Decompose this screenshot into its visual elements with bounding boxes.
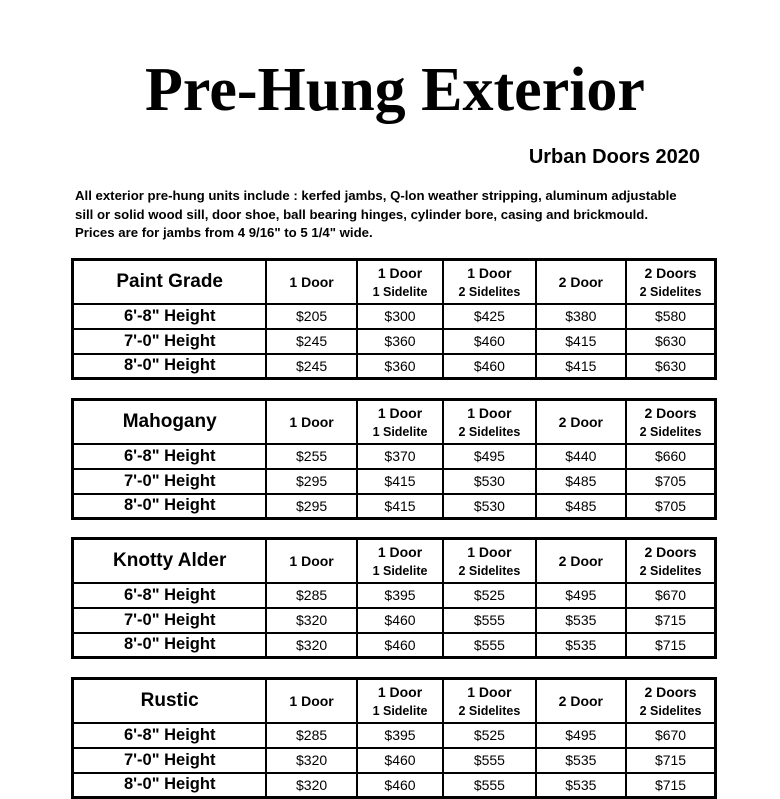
grade-name: Knotty Alder xyxy=(73,539,267,583)
price-cell: $415 xyxy=(357,494,443,519)
price-cell: $320 xyxy=(266,608,356,633)
column-header-line1: 1 Door xyxy=(467,683,512,700)
price-cell: $530 xyxy=(443,469,535,494)
column-header-line2: 2 Sidelites xyxy=(639,703,702,718)
intro-line: Prices are for jambs from 4 9/16" to 5 1/4" wide. xyxy=(75,225,373,240)
table-row xyxy=(73,608,716,633)
price-table-rustic xyxy=(71,677,717,799)
price-cell: $495 xyxy=(443,444,535,469)
column-header-line2: 2 Sidelites xyxy=(458,703,521,718)
price-cell: $705 xyxy=(626,469,715,494)
height-label: 6'-8" Height xyxy=(73,444,267,469)
column-header-line1: 1 Door xyxy=(377,543,423,560)
price-cell: $535 xyxy=(536,608,626,633)
price-cell: $495 xyxy=(536,583,626,608)
column-header xyxy=(536,539,626,583)
grade-name: Mahogany xyxy=(73,400,267,444)
column-header xyxy=(536,400,626,444)
table-row xyxy=(73,444,716,469)
table-row xyxy=(73,329,716,354)
table-row xyxy=(73,494,716,519)
table-row xyxy=(73,748,716,773)
price-table-knotty-alder xyxy=(71,537,717,659)
height-label: 8'-0" Height xyxy=(73,633,267,658)
price-cell: $555 xyxy=(443,608,535,633)
column-header xyxy=(536,679,626,723)
height-label: 6'-8" Height xyxy=(73,304,267,329)
column-header-line2: 2 Sidelites xyxy=(458,563,521,578)
price-cell: $555 xyxy=(443,748,535,773)
grade-name: Paint Grade xyxy=(73,260,267,304)
column-header-line2: 2 Sidelites xyxy=(458,284,521,299)
column-header xyxy=(536,260,626,304)
price-cell: $555 xyxy=(443,633,535,658)
column-header-line1: 2 Doors xyxy=(644,404,697,421)
price-cell: $395 xyxy=(357,723,443,748)
price-cell: $320 xyxy=(266,748,356,773)
column-header xyxy=(626,400,715,444)
price-cell: $670 xyxy=(626,723,715,748)
price-cell: $460 xyxy=(443,354,535,379)
price-cell: $670 xyxy=(626,583,715,608)
price-cell: $580 xyxy=(626,304,715,329)
table-row xyxy=(73,723,716,748)
price-cell: $295 xyxy=(266,469,356,494)
table-row xyxy=(73,633,716,658)
column-header-line1: 2 Door xyxy=(558,552,603,569)
intro-line: All exterior pre-hung units include : kerfed jambs, Q-lon weather stripping, aluminum adjustable xyxy=(75,188,677,203)
column-header xyxy=(626,260,715,304)
column-header-line2: 2 Sidelites xyxy=(639,563,702,578)
price-cell: $715 xyxy=(626,633,715,658)
price-cell: $320 xyxy=(266,633,356,658)
price-cell: $485 xyxy=(536,469,626,494)
column-header-line2: 1 Sidelite xyxy=(372,563,428,578)
price-cell: $705 xyxy=(626,494,715,519)
column-header-line1: 2 Doors xyxy=(644,683,697,700)
price-cell: $295 xyxy=(266,494,356,519)
price-table-mahogany xyxy=(71,398,717,520)
price-cell: $460 xyxy=(357,608,443,633)
height-label: 6'-8" Height xyxy=(73,723,267,748)
column-header-line1: 2 Door xyxy=(558,692,603,709)
price-cell: $715 xyxy=(626,608,715,633)
price-cell: $630 xyxy=(626,354,715,379)
column-header-line1: 2 Doors xyxy=(644,543,697,560)
column-header-line1: 1 Door xyxy=(377,404,423,421)
price-cell: $440 xyxy=(536,444,626,469)
table-row xyxy=(73,583,716,608)
height-label: 8'-0" Height xyxy=(73,494,267,519)
price-cell: $300 xyxy=(357,304,443,329)
price-cell: $415 xyxy=(536,354,626,379)
price-cell: $245 xyxy=(266,354,356,379)
price-cell: $630 xyxy=(626,329,715,354)
price-cell: $530 xyxy=(443,494,535,519)
price-cell: $205 xyxy=(266,304,356,329)
grade-name: Rustic xyxy=(73,679,267,723)
price-cell: $255 xyxy=(266,444,356,469)
table-row xyxy=(73,354,716,379)
price-cell: $320 xyxy=(266,773,356,798)
column-header xyxy=(626,539,715,583)
price-cell: $460 xyxy=(357,773,443,798)
column-header xyxy=(626,679,715,723)
intro-text xyxy=(75,187,725,243)
page-subtitle: Urban Doors 2020 xyxy=(528,146,700,168)
price-cell: $380 xyxy=(536,304,626,329)
price-cell: $285 xyxy=(266,723,356,748)
price-cell: $460 xyxy=(443,329,535,354)
column-header-line1: 2 Door xyxy=(558,273,603,290)
table-header-row xyxy=(73,400,716,444)
column-header-line1: 1 Door xyxy=(377,264,423,281)
price-cell: $415 xyxy=(357,469,443,494)
price-cell: $660 xyxy=(626,444,715,469)
column-header-line1: 2 Doors xyxy=(644,264,697,281)
height-label: 6'-8" Height xyxy=(73,583,267,608)
price-cell: $460 xyxy=(357,748,443,773)
price-cell: $495 xyxy=(536,723,626,748)
price-cell: $370 xyxy=(357,444,443,469)
column-header-line1: 1 Door xyxy=(289,552,334,569)
column-header xyxy=(357,679,443,723)
column-header-line2: 1 Sidelite xyxy=(372,703,428,718)
price-cell: $285 xyxy=(266,583,356,608)
column-header-line1: 1 Door xyxy=(377,683,423,700)
price-cell: $715 xyxy=(626,748,715,773)
column-header xyxy=(266,260,356,304)
price-cell: $485 xyxy=(536,494,626,519)
price-cell: $395 xyxy=(357,583,443,608)
price-cell: $460 xyxy=(357,633,443,658)
column-header-line1: 1 Door xyxy=(289,413,334,430)
table-header-row xyxy=(73,679,716,723)
column-header xyxy=(357,539,443,583)
price-table-paint-grade xyxy=(71,258,717,380)
column-header xyxy=(266,679,356,723)
price-cell: $245 xyxy=(266,329,356,354)
column-header xyxy=(443,260,535,304)
height-label: 7'-0" Height xyxy=(73,329,267,354)
column-header xyxy=(266,539,356,583)
price-cell: $555 xyxy=(443,773,535,798)
column-header-line1: 1 Door xyxy=(289,692,334,709)
column-header xyxy=(357,260,443,304)
price-cell: $360 xyxy=(357,329,443,354)
price-cell: $425 xyxy=(443,304,535,329)
page-title: Pre-Hung Exterior xyxy=(145,56,645,124)
height-label: 8'-0" Height xyxy=(73,773,267,798)
column-header xyxy=(443,679,535,723)
table-row xyxy=(73,304,716,329)
column-header-line2: 1 Sidelite xyxy=(372,424,428,439)
table-row xyxy=(73,469,716,494)
intro-line: sill or solid wood sill, door shoe, ball bearing hinges, cylinder bore, casing and brickmould. xyxy=(75,206,649,222)
table-header-row xyxy=(73,260,716,304)
price-cell: $535 xyxy=(536,748,626,773)
column-header xyxy=(357,400,443,444)
height-label: 7'-0" Height xyxy=(73,608,267,633)
column-header-line2: 2 Sidelites xyxy=(639,424,702,439)
column-header-line1: 1 Door xyxy=(467,264,512,281)
column-header xyxy=(443,400,535,444)
column-header-line1: 1 Door xyxy=(289,273,334,290)
price-cell: $415 xyxy=(536,329,626,354)
column-header xyxy=(266,400,356,444)
column-header-line1: 2 Door xyxy=(558,413,603,430)
height-label: 8'-0" Height xyxy=(73,354,267,379)
column-header-line2: 1 Sidelite xyxy=(372,284,428,299)
column-header-line2: 2 Sidelites xyxy=(639,284,702,299)
column-header-line1: 1 Door xyxy=(467,404,512,421)
price-cell: $360 xyxy=(357,354,443,379)
price-cell: $715 xyxy=(626,773,715,798)
column-header-line1: 1 Door xyxy=(467,543,512,560)
price-cell: $525 xyxy=(443,723,535,748)
column-header xyxy=(443,539,535,583)
table-header-row xyxy=(73,539,716,583)
price-cell: $535 xyxy=(536,773,626,798)
table-row xyxy=(73,773,716,798)
height-label: 7'-0" Height xyxy=(73,748,267,773)
price-cell: $535 xyxy=(536,633,626,658)
height-label: 7'-0" Height xyxy=(73,469,267,494)
column-header-line2: 2 Sidelites xyxy=(458,424,521,439)
price-cell: $525 xyxy=(443,583,535,608)
